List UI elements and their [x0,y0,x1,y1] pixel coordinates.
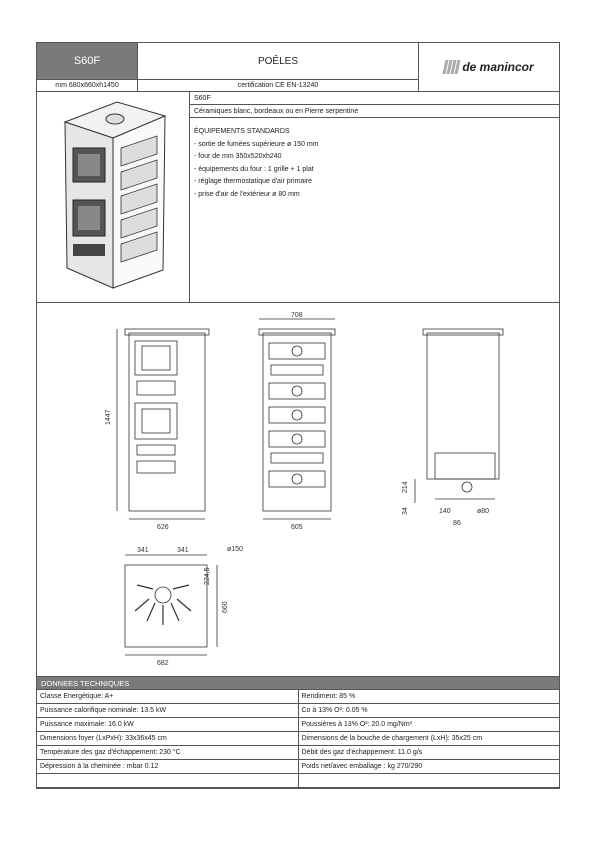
table-row [37,760,559,774]
spec-name: S60F [190,92,559,105]
dim-height: 1447 [105,409,112,425]
equipment-item: - sortie de fumées supérieure ø 150 mm [194,140,319,148]
tech-cell: Classe Energétique: A+ [37,690,298,704]
dim-flue: ø150 [227,546,243,553]
rear-view-drawing [415,329,503,503]
spec-panel [190,92,559,302]
dim-140: 140 [439,508,451,515]
dim-top-width: 708 [291,312,303,319]
tech-cell: Dépression à la cheminée : mbar 0.12 [37,760,298,774]
dim-front-width: 626 [157,524,169,531]
table-row [37,746,559,760]
equipment-item: - prise d'air de l'extérieur ø 80 mm [194,190,300,198]
tech-cell: Puissance calorifique nominale: 13.5 kW [37,704,298,718]
tech-cell: Puissance maximale: 16.0 kW [37,718,298,732]
certification: certification CE EN-13240 [237,82,319,89]
logo-mark-icon [444,60,459,74]
table-row [37,774,559,788]
equipment-item: - équipements du four : 1 grille + 1 plat [194,165,314,173]
equipment-item: - four de mm 350x520xh240 [194,153,282,160]
technical-drawings [37,303,559,677]
tech-title: DONNEES TECHNIQUES [37,677,559,690]
tech-cell: Dimensions de la bouche de chargement (LxH): 35x25 cm [298,732,559,746]
dim-top-341-right: 341 [177,547,189,554]
side-view-drawing [259,319,335,519]
table-row [37,732,559,746]
tech-cell: Débit des gaz d'échappement: 11.0 g/s [298,746,559,760]
header [37,43,559,92]
dim-682: 682 [157,660,169,667]
tech-cell: Rendiment: 85 % [298,690,559,704]
tech-cell: Co à 13% O²: 0.05 % [298,704,559,718]
equipment-title: ÉQUIPEMENTS STANDARDS [194,128,290,135]
dim-660: 660 [222,601,229,613]
model-dimensions: mm 680x660xh1450 [55,82,119,89]
tech-cell: Température des gaz d'échappement: 230 °C [37,746,298,760]
tech-cell: Poussières à 13% O²: 20.0 mg/Nm³ [298,718,559,732]
dim-side-width: 605 [291,524,303,531]
dim-214: 214 [402,481,409,493]
table-row [37,704,559,718]
dim-top-341-left: 341 [137,547,149,554]
brand-name: de manincor [462,60,534,74]
table-row [37,718,559,732]
table-row [37,690,559,704]
tech-cell [298,774,559,788]
tech-table [37,690,559,788]
dim-34: 34 [402,507,409,515]
equipment-item: - réglage thermostatique d'air primaire [194,178,313,185]
brand-logo [419,43,559,91]
tech-cell: Poids net/avec emballage : kg 270/290 [298,760,559,774]
model-name: S60F [37,43,137,80]
dim-air-inlet: ø80 [477,508,490,515]
dim-224: 224,5 [204,567,211,585]
front-view-drawing [117,329,209,519]
tech-cell: Dimensions foyer (LxPxH): 33x36x45 cm [37,732,298,746]
spec-sheet [36,42,560,789]
tech-cell [37,774,298,788]
dim-86: 86 [453,520,461,527]
category-title: POÊLES [138,43,418,80]
spec-finish: Céramiques blanc, bordeaux ou en Pierre serpentine [190,105,559,118]
stove-illustration [37,92,190,302]
